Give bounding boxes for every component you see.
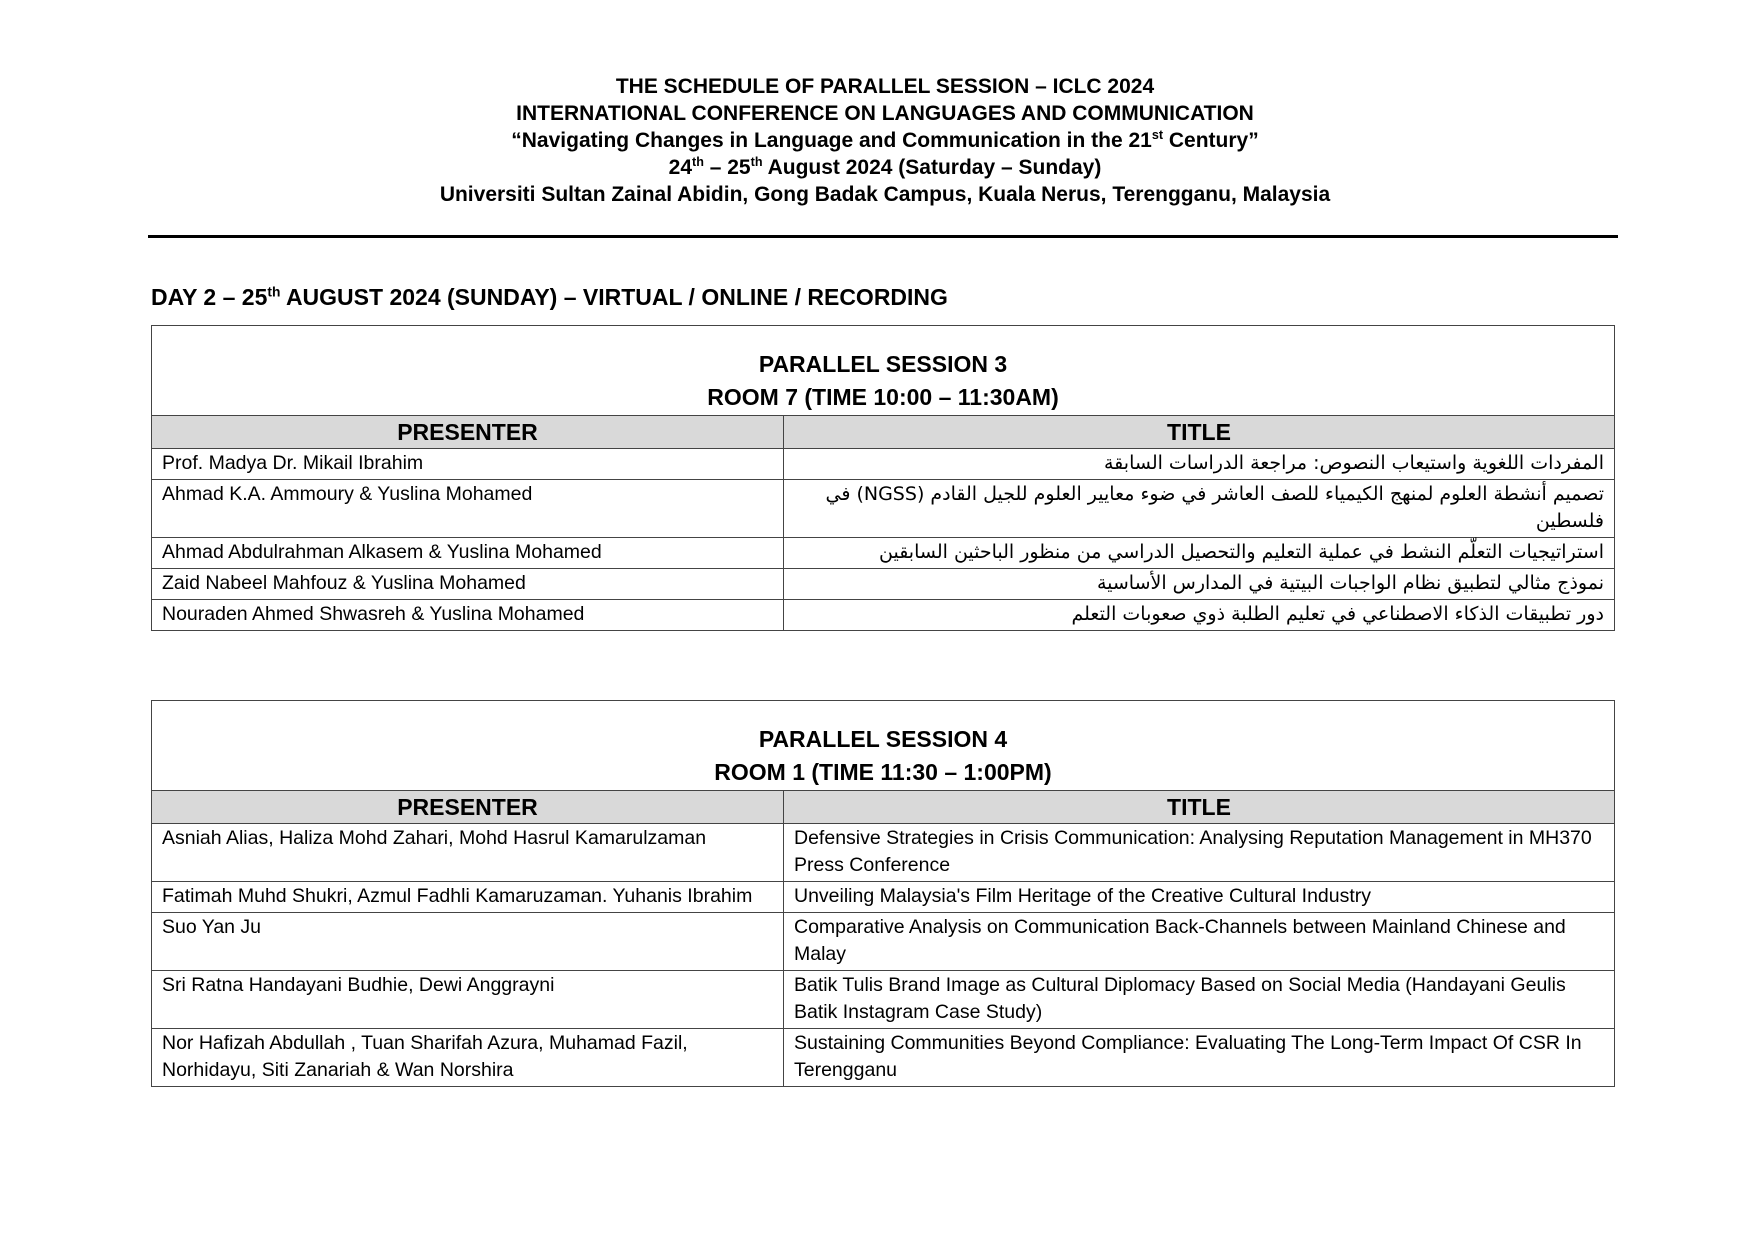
table-row xyxy=(152,449,1615,480)
presenter-cell: Fatimah Muhd Shukri, Azmul Fadhli Kamaruzaman. Yuhanis Ibrahim xyxy=(152,882,784,913)
title-cell: دور تطبيقات الذكاء الاصطناعي في تعليم الطلبة ذوي صعوبات التعلم xyxy=(784,600,1615,631)
table-row xyxy=(152,1029,1615,1087)
table-row xyxy=(152,480,1615,538)
presenter-cell: Zaid Nabeel Mahfouz & Yuslina Mohamed xyxy=(152,569,784,600)
session-title: PARALLEL SESSION 4 xyxy=(758,726,1008,752)
session-table-4 xyxy=(151,700,1615,1087)
table-row xyxy=(152,569,1615,600)
title-cell: المفردات اللغوية واستيعاب النصوص: مراجعة الدراسات السابقة xyxy=(784,449,1615,480)
session-table-3 xyxy=(151,325,1615,631)
conference-theme: “Navigating Changes in Language and Communication in the 21st Century” xyxy=(511,128,1259,152)
presenter-column-header: PRESENTER xyxy=(152,791,784,824)
presenter-cell: Sri Ratna Handayani Budhie, Dewi Anggrayni xyxy=(152,971,784,1029)
session-heading xyxy=(152,701,1615,791)
presenter-cell: Prof. Madya Dr. Mikail Ibrahim xyxy=(152,449,784,480)
header-title: THE SCHEDULE OF PARALLEL SESSION – ICLC 2024 xyxy=(615,75,1155,98)
presenter-cell: Nouraden Ahmed Shwasreh & Yuslina Mohamed xyxy=(152,600,784,631)
title-column-header: TITLE xyxy=(784,791,1615,824)
presenter-cell: Ahmad Abdulrahman Alkasem & Yuslina Mohamed xyxy=(152,538,784,569)
table-row xyxy=(152,971,1615,1029)
presenter-column-header: PRESENTER xyxy=(152,416,784,449)
title-cell: Sustaining Communities Beyond Compliance: Evaluating The Long-Term Impact Of CSR In Terengganu xyxy=(784,1029,1615,1087)
session-room: ROOM 7 (TIME 10:00 – 11:30AM) xyxy=(707,384,1059,410)
presenter-cell: Ahmad K.A. Ammoury & Yuslina Mohamed xyxy=(152,480,784,538)
conference-venue: Universiti Sultan Zainal Abidin, Gong Badak Campus, Kuala Nerus, Terengganu, Malaysia xyxy=(439,183,1331,206)
presenter-cell: Asniah Alias, Haliza Mohd Zahari, Mohd Hasrul Kamarulzaman xyxy=(152,824,784,882)
day-heading: DAY 2 – 25th AUGUST 2024 (SUNDAY) – VIRTUAL / ONLINE / RECORDING xyxy=(151,284,948,310)
session-title: PARALLEL SESSION 3 xyxy=(758,351,1008,377)
presenter-cell: Nor Hafizah Abdullah , Tuan Sharifah Azura, Muhamad Fazil, Norhidayu, Siti Zanariah & Wan Norshira xyxy=(152,1029,784,1087)
title-cell: Batik Tulis Brand Image as Cultural Diplomacy Based on Social Media (Handayani Geulis Batik Instagram Case Study) xyxy=(784,971,1615,1029)
header-divider xyxy=(148,235,1618,238)
title-cell: استراتيجيات التعلّم النشط في عملية التعليم والتحصيل الدراسي من منظور الباحثين السابقين xyxy=(784,538,1615,569)
table-row xyxy=(152,600,1615,631)
conference-name: INTERNATIONAL CONFERENCE ON LANGUAGES AND COMMUNICATION xyxy=(516,102,1254,125)
title-column-header: TITLE xyxy=(784,416,1615,449)
title-cell: نموذج مثالي لتطبيق نظام الواجبات البيتية في المدارس الأساسية xyxy=(784,569,1615,600)
table-row xyxy=(152,824,1615,882)
title-cell: Unveiling Malaysia's Film Heritage of the Creative Cultural Industry xyxy=(784,882,1615,913)
title-cell: تصميم أنشطة العلوم لمنهج الكيمياء للصف العاشر في ضوء معايير العلوم للجيل القادم (NGSS) في فلسطين xyxy=(784,480,1615,538)
table-row xyxy=(152,913,1615,971)
session-heading xyxy=(152,326,1615,416)
presenter-cell: Suo Yan Ju xyxy=(152,913,784,971)
title-cell: Defensive Strategies in Crisis Communication: Analysing Reputation Management in MH370 Press Conference xyxy=(784,824,1615,882)
table-row xyxy=(152,538,1615,569)
title-cell: Comparative Analysis on Communication Back-Channels between Mainland Chinese and Malay xyxy=(784,913,1615,971)
conference-dates: 24th – 25th August 2024 (Saturday – Sunday) xyxy=(668,155,1102,179)
table-row xyxy=(152,882,1615,913)
document-header xyxy=(150,73,1620,208)
session-room: ROOM 1 (TIME 11:30 – 1:00PM) xyxy=(714,759,1052,785)
